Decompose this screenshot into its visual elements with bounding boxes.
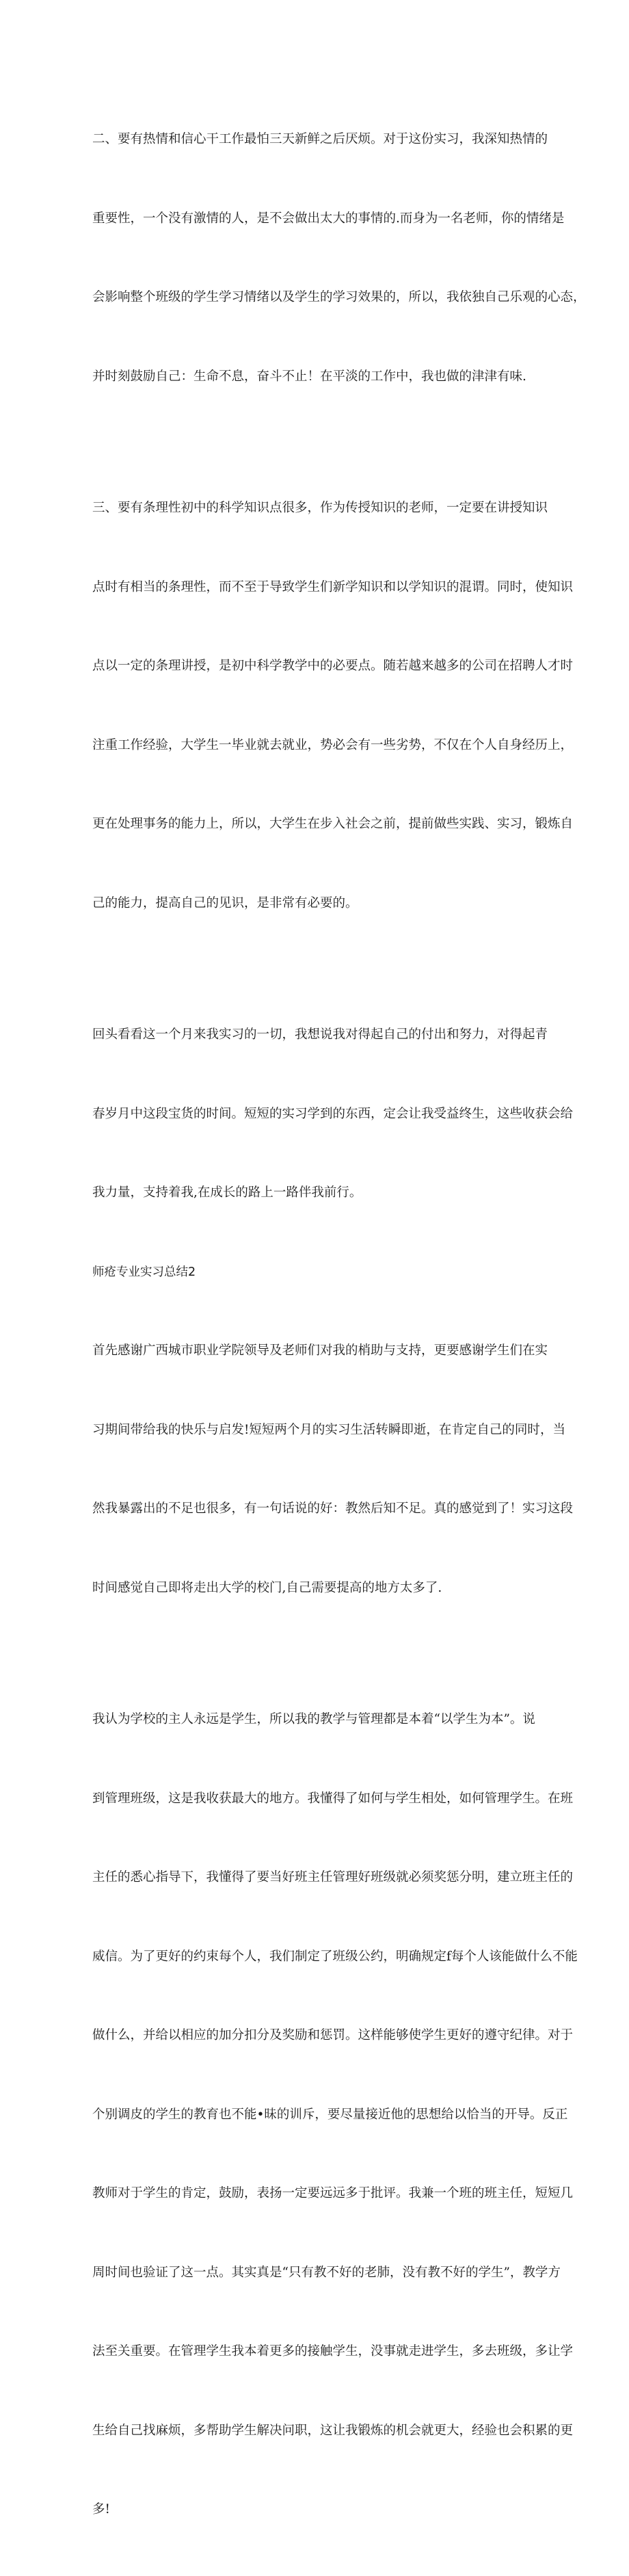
text-line: 我认为学校的主人永远是学生，所以我的教学与管理都是本着“以学生为本”。说 (92, 1712, 535, 1726)
paragraph-reflection (92, 969, 574, 1259)
text-line: 二、要有热情和信心干工作最怕三天新鲜之后厌烦。对于这份实习，我深知热情的 (92, 132, 548, 146)
document-body (92, 74, 586, 2576)
text-line: 己的能力，提高自己的见识，是非常有必要的。 (92, 895, 358, 910)
text-line: 威信。为了更好的约束每个人，我们制定了班级公约，明确规定f每个人该能做什么不能 (92, 1949, 578, 1964)
text-line: 个别调皮的学生的教育也不能•昧的训斥，要尽量接近他的思想给以恰当的开导。反正 (92, 2107, 568, 2122)
text-line: 教师对于学生的肯定，鼓励，表扬一定要远远多于批评。我兼一个班的班主任，短短几 (92, 2186, 574, 2200)
text-line: 春岁月中这段宝货的时间。短短的实习学到的东西，定会让我受益终生，这些收获会给 (92, 1106, 574, 1121)
text-line: 点以一定的条理讲授，是初中科学教学中的必要点。随若越来越多的公司在招聘人才时 (92, 659, 574, 673)
text-line: 首先感谢广西城市职业学院领导及老师们对我的梢助与支持，更要感谢学生们在实 (92, 1343, 548, 1358)
text-line: 时间感觉自己即将走出大学的校门,自己需要提高的地方太多了. (92, 1580, 442, 1595)
paragraph-enthusiasm (92, 74, 586, 443)
text-line: 到管理班级，这是我收获最大的地方。我懂得了如何与学生相处，如何管理学生。在班 (92, 1791, 574, 1806)
text-line: 法至关重要。在管理学生我本着更多的接触学生，没事就走进学生，多去班级，多让学 (92, 2344, 574, 2358)
text-line: 周时间也验证了这一点。其实真是“只有教不好的老肺，没有教不好的学生”，教学方 (92, 2265, 561, 2280)
text-line: 做什么，并给以相应的加分扣分及奖励和惩罚。这样能够使学生更好的遵守纪律。对于 (92, 2028, 574, 2042)
text-line: 多! (92, 2502, 110, 2516)
paragraph-thanks (92, 1285, 574, 1654)
text-line: 然我暴露出的不足也很多，有一句话说的好：教然后知不足。真的感觉到了！实习这段 (92, 1501, 574, 1516)
text-line: 并时刻鼓励自己：生命不息，奋斗不止！在平淡的工作中，我也做的津津有味. (92, 369, 526, 384)
text-line: 三、要有条理性初中的科学知识点很多，作为传授知识的老师，一定要在讲授知识 (92, 501, 548, 515)
text-line: 我力量，支持着我,在成长的路上一路伴我前行。 (92, 1185, 362, 1200)
paragraph-organization (92, 443, 574, 969)
text-line: 更在处理事务的能力上，所以，大学生在步入社会之前，提前做些实践、实习，锻炼自 (92, 817, 574, 831)
text-line: 会影响整个班级的学生学习情绪以及学生的学习效果的，所以，我依独自己乐观的心态， (92, 290, 586, 304)
section-heading: 师疮专业实习总结2 (92, 1265, 196, 1279)
text-line: 点时有相当的条理性，而不至于导致学生们新学知识和以学知识的混谓。同时，使知识 (92, 579, 574, 594)
text-line: 主任的悉心指导下，我懂得了要当好班主任管理好班级就必须奖惩分明，建立班主任的 (92, 1870, 574, 1884)
text-line: 重要性，一个没有激情的人，是不会做出太大的事情的.而身为一名老师，你的情绪是 (92, 211, 565, 226)
text-line: 回头看看这一个月来我实习的一切，我想说我对得起自己的付出和努力，对得起青 (92, 1027, 548, 1042)
paragraph-class-management (92, 1654, 578, 2576)
text-line: 注重工作经验，大学生一毕业就去就业，势必会有一些劣势，不仅在个人自身经历上， (92, 737, 574, 752)
text-line: 习期间带给我的快乐与启发!短短两个月的实习生活转瞬即逝，在肯定自己的同时，当 (92, 1422, 565, 1437)
text-line: 生给自己找麻烦，多帮助学生解决问职，这让我锻炼的机会就更大，经验也会积累的更 (92, 2423, 574, 2438)
